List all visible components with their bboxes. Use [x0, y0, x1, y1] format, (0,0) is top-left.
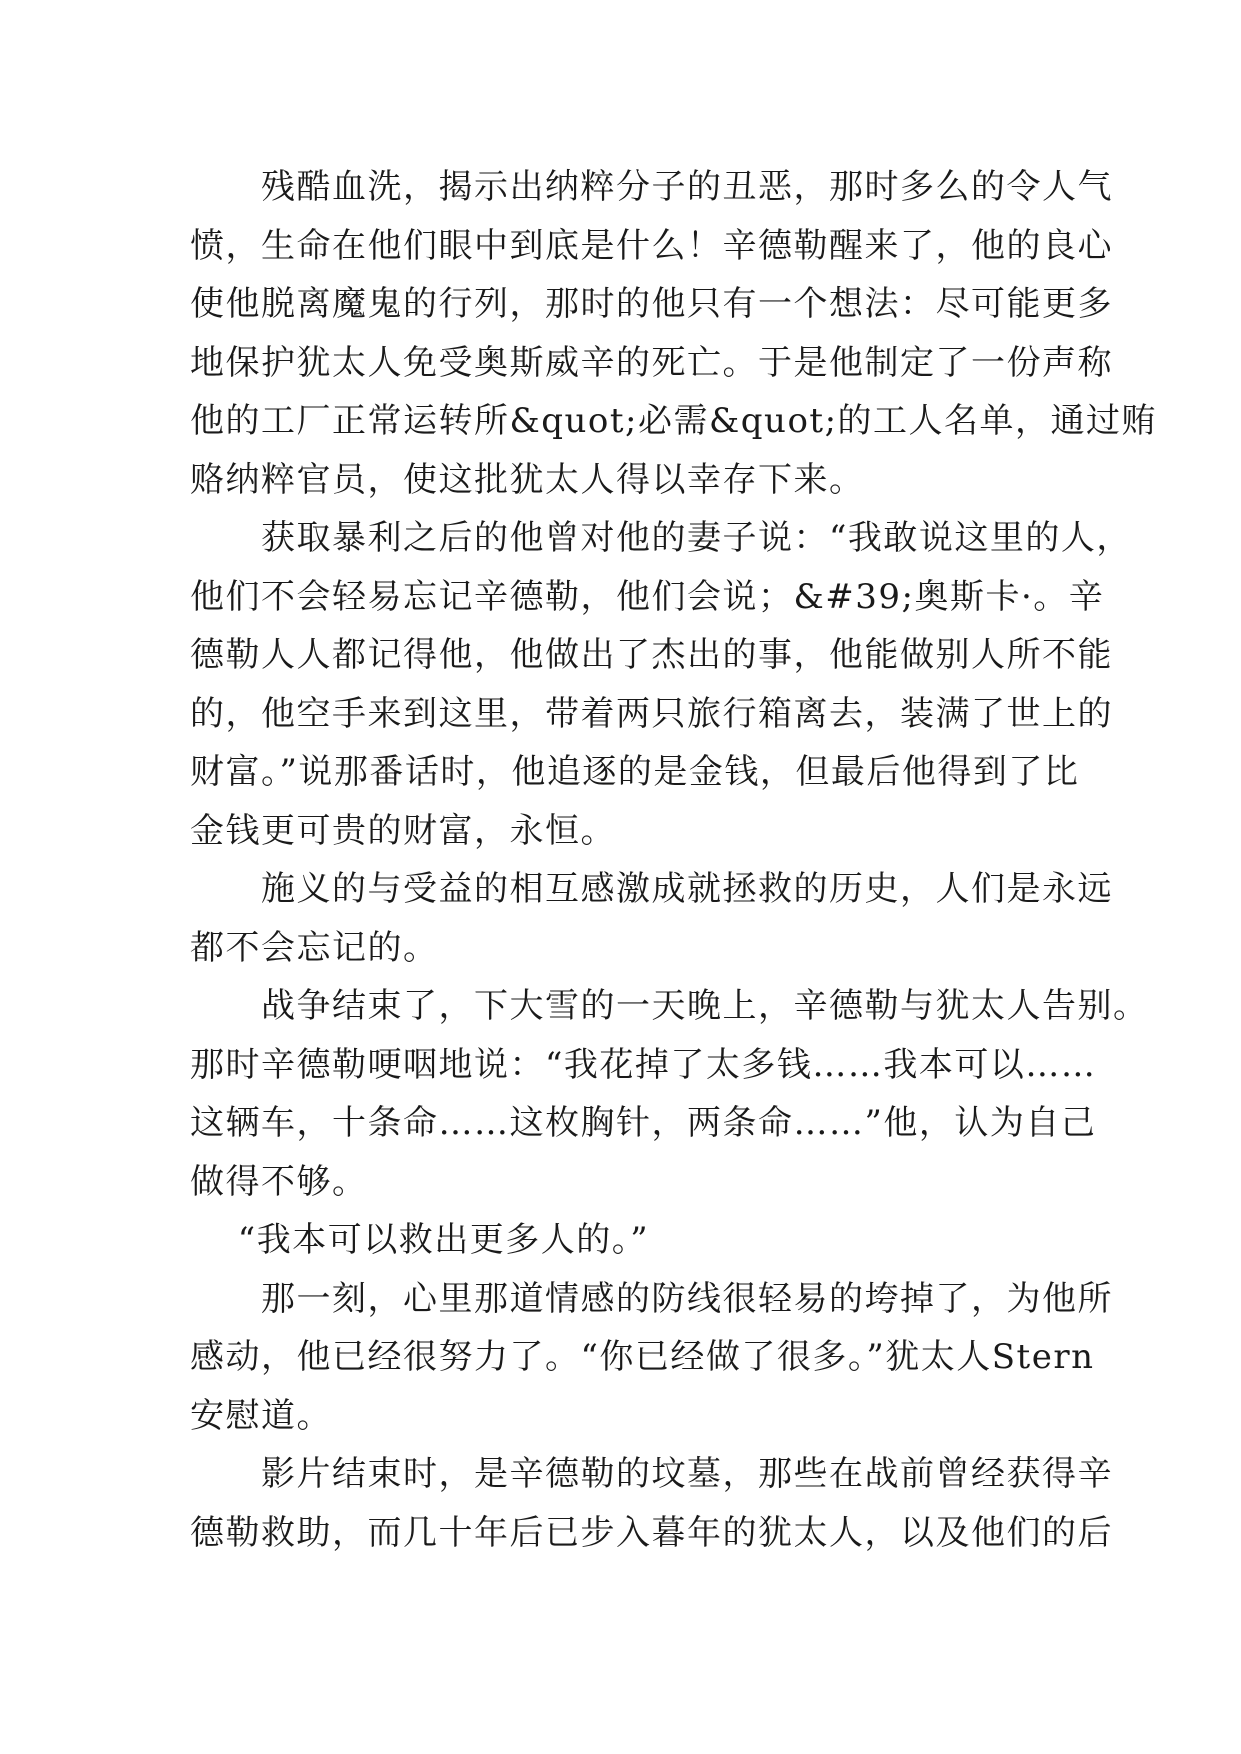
text-line: 这辆车，十条命……这枚胸针，两条命……”他，认为自己 — [190, 1103, 1097, 1143]
text-line: 的，他空手来到这里，带着两只旅行箱离去，装满了世上的 — [190, 693, 1113, 734]
text-line: 做得不够。 — [190, 1161, 368, 1202]
text-line: 赂纳粹官员，使这批犹太人得以幸存下来。 — [190, 459, 865, 500]
text-line: “我本可以救出更多人的。” — [190, 1220, 650, 1260]
text-line: 感动，他已经很努力了。“你已经做了很多。”犹太人Stern — [190, 1337, 1095, 1377]
text-line: 使他脱离魔鬼的行列，那时的他只有一个想法：尽可能更多 — [190, 284, 1113, 324]
text-line: 都不会忘记的。 — [190, 927, 439, 968]
text-line: 愤，生命在他们眼中到底是什么！辛德勒醒来了，他的良心 — [190, 225, 1113, 266]
text-line: 影片结束时，是辛德勒的坟墓，那些在战前曾经获得辛 — [190, 1454, 1113, 1494]
text-line: 战争结束了，下大雪的一天晚上，辛德勒与犹太人告别。 — [190, 986, 1149, 1026]
text-line: 地保护犹太人免受奥斯威辛的死亡。于是他制定了一份声称 — [190, 342, 1113, 383]
text-line: 残酷血洗，揭示出纳粹分子的丑恶，那时多么的令人气 — [190, 167, 1113, 207]
text-line: 获取暴利之后的他曾对他的妻子说：“我敢说这里的人， — [190, 518, 1132, 558]
text-line: 金钱更可贵的财富，永恒。 — [190, 810, 616, 851]
body-text — [190, 158, 1158, 1562]
text-line: 财富。”说那番话时，他追逐的是金钱，但最后他得到了比 — [190, 752, 1080, 792]
text-line: 他们不会轻易忘记辛德勒，他们会说；&#39;奥斯卡·。辛 — [190, 576, 1105, 617]
text-line: 那一刻，心里那道情感的防线很轻易的垮掉了，为他所 — [190, 1278, 1113, 1319]
text-line: 德勒救助，而几十年后已步入暮年的犹太人，以及他们的后 — [190, 1512, 1113, 1553]
text-line: 那时辛德勒哽咽地说：“我花掉了太多钱……我本可以…… — [190, 1044, 1097, 1085]
text-line: 德勒人人都记得他，他做出了杰出的事，他能做别人所不能 — [190, 635, 1113, 675]
text-line: 施义的与受益的相互感激成就拯救的历史，人们是永远 — [190, 869, 1113, 909]
text-line: 他的工厂正常运转所&quot;必需&quot;的工人名单，通过贿 — [190, 401, 1158, 441]
text-line: 安慰道。 — [190, 1395, 332, 1436]
